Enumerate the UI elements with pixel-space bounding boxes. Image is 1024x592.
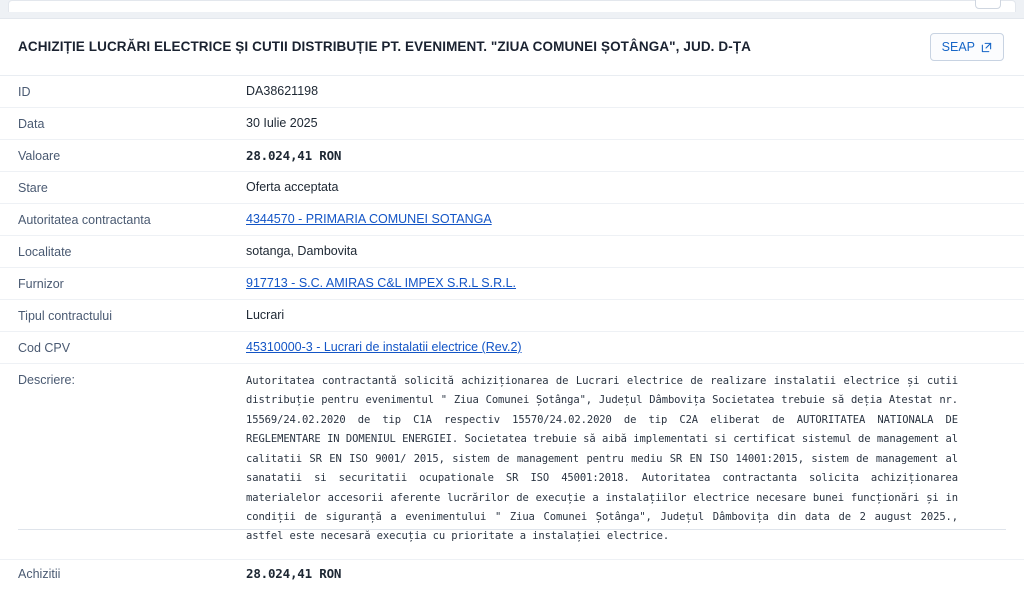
description-text: Autoritatea contractantă solicită achiziționarea de Lucrari electrice de realizare instalatii electrice și cutii distribuție pentru evenimentul " Ziua Comunei Șotânga", Județul Dâmbovița Societatea trebuie să deția Atestat nr. 15569/24.02.2020 de tip C1A respectiv 15570/24.02.2020 de tip C2A eliberat de AUTORITATEA NATIONALA DE REGLEMENTARE IN DOMENIUL ENERGIEI. Societatea trebuie să aibă implementati si certificat sistemul de management al calitatii SR EN ISO 9001/ 2015, sistem de management pentru mediu SR EN ISO 14001:2015, sistem de management al sanatatii si securitatii ocupationale SR ISO 45001:2018. Autoritatea contractanta solicita achiziționarea materialelor accesorii aferente lucrărilor de execuție a instalațiilor electrice necesare bunei funcționări și in condiții de siguranță a evenimentului " Ziua Comunei Șotânga", Județul Dâmbovița din data de 2 august 2025., astfel este necesară execuția cu prioritate a instalației electrice. <box>246 375 958 543</box>
status-badge: Oferta acceptata <box>246 180 339 194</box>
row-label: Achizitii <box>18 566 61 581</box>
contracting-authority-link[interactable]: 4344570 - PRIMARIA COMUNEI SOTANGA <box>246 212 492 226</box>
external-link-icon <box>981 42 992 53</box>
row-label: Localitate <box>18 245 72 259</box>
row-label: Tipul contractului <box>18 309 113 323</box>
row-label: Descriere: <box>18 373 75 387</box>
row-value <box>246 212 1006 226</box>
row-value <box>246 276 1006 290</box>
table-row <box>0 300 1024 332</box>
row-label: Autoritatea contractanta <box>18 213 151 227</box>
row-value: 30 Iulie 2025 <box>246 116 318 130</box>
seap-button-label: SEAP <box>941 40 975 54</box>
table-row <box>0 76 1024 108</box>
table-row <box>0 268 1024 300</box>
table-row <box>0 236 1024 268</box>
cpv-code-link[interactable]: 45310000-3 - Lucrari de instalatii electrice (Rev.2) <box>246 340 522 354</box>
row-label: Furnizor <box>18 277 64 291</box>
row-label: Stare <box>18 181 48 195</box>
row-value-amount: 28.024,41 RON <box>246 148 342 163</box>
table-row <box>0 108 1024 140</box>
acquisition-detail-card <box>0 18 1024 592</box>
table-row-achizitii <box>0 560 1024 592</box>
table-row <box>0 204 1024 236</box>
supplier-link[interactable]: 917713 - S.C. AMIRAS C&L IMPEX S.R.L S.R.L. <box>246 276 517 290</box>
table-row <box>0 332 1024 364</box>
table-row <box>0 140 1024 172</box>
row-value: DA38621198 <box>246 84 319 98</box>
row-value <box>246 340 1006 354</box>
row-value: sotanga, Dambovita <box>246 244 358 258</box>
previous-card-sliver <box>8 0 1016 12</box>
row-value: Lucrari <box>246 308 285 322</box>
seap-button[interactable] <box>930 33 1004 61</box>
card-header <box>0 19 1024 76</box>
row-label: Cod CPV <box>18 341 71 355</box>
row-value-amount: 28.024,41 RON <box>246 565 342 581</box>
detail-rows <box>0 76 1024 592</box>
sliver-action-button[interactable] <box>975 0 1001 9</box>
row-label: ID <box>18 85 31 99</box>
row-label: Data <box>18 117 45 131</box>
row-label: Valoare <box>18 149 61 163</box>
table-row-description <box>0 364 1024 560</box>
section-divider <box>18 529 1006 530</box>
page-title: ACHIZIȚIE LUCRĂRI ELECTRICE ȘI CUTII DISTRIBUȚIE PT. EVENIMENT. "ZIUA COMUNEI ȘOTÂNGA", JUD. D-ȚA <box>18 39 752 55</box>
row-value <box>246 372 1006 547</box>
table-row <box>0 172 1024 204</box>
